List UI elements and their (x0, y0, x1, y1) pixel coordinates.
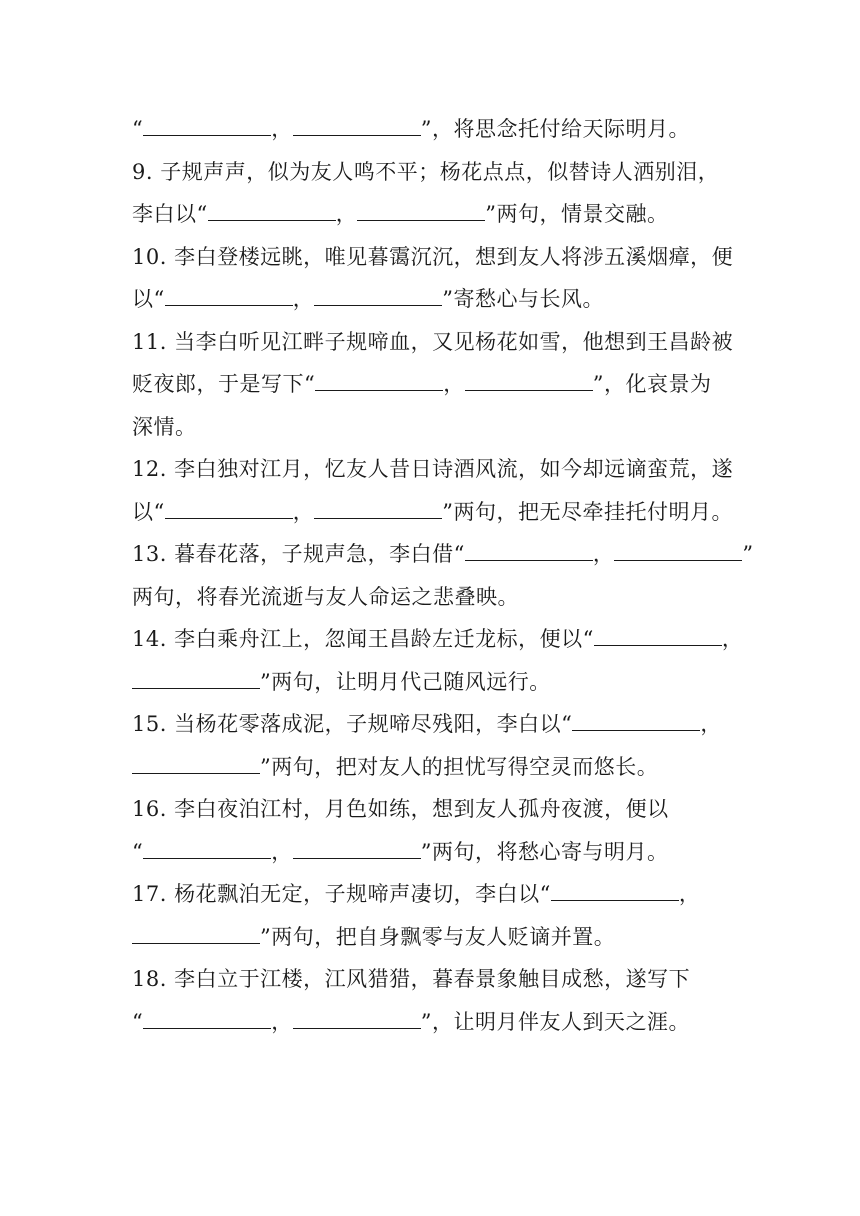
fill-blank (314, 499, 442, 519)
line-suffix: ”两句，把无尽牵挂托付明月。 (442, 499, 733, 524)
line-prefix: 以“ (132, 287, 165, 311)
document-page (132, 108, 754, 1043)
fill-blank (165, 499, 293, 519)
line-prefix: 14. 李白乘舟江上，忽闻王昌龄左迁龙标，便以“ (132, 627, 594, 651)
text-line (132, 661, 732, 704)
line-prefix: “ (132, 1009, 144, 1034)
question-text: 12. 李白独对江月，忆友人昔日诗酒风流，如今却远谪蛮荒，遂 (132, 457, 734, 481)
fill-blank (465, 541, 593, 561)
question-text: 18. 李白立于江楼，江风猎猎，暮春景象触目成愁，遂写下 (132, 967, 691, 991)
text-line (132, 1001, 732, 1044)
line-prefix: 15. 当杨花零落成泥，子规啼尽残阳，李白以“ (132, 712, 573, 736)
line-suffix: ”两句，让明月代己随风远行。 (260, 669, 551, 694)
text-line (132, 236, 732, 279)
text-line (132, 788, 732, 831)
question-text: 16. 李白夜泊江村，月色如练，想到友人孤舟夜渡，便以 (132, 797, 669, 821)
line-separator: ， (443, 372, 465, 396)
fill-blank (143, 1009, 271, 1029)
line-separator: ， (271, 117, 293, 141)
line-prefix: “ (132, 117, 144, 141)
line-separator: ， (292, 287, 315, 311)
line-separator: ， (292, 499, 315, 524)
fill-blank (465, 371, 593, 391)
line-prefix: 李白以“ (132, 202, 208, 226)
fill-blank (572, 711, 700, 731)
text-line (132, 321, 732, 364)
line-suffix: ”两句，情景交融。 (485, 202, 669, 226)
text-line (132, 703, 732, 746)
text-line (132, 108, 732, 151)
fill-blank (293, 116, 421, 136)
line-suffix: ” (742, 542, 754, 566)
line-suffix: ， (700, 712, 722, 736)
text-line (132, 448, 732, 491)
fill-blank (208, 201, 336, 221)
fill-blank (143, 116, 271, 136)
line-suffix: ， (678, 882, 701, 906)
line-prefix: 贬夜郎，于是写下“ (132, 372, 316, 396)
line-prefix: 17. 杨花飘泊无定，子规啼声凄切，李白以“ (132, 882, 551, 906)
text-line (132, 278, 732, 321)
text-line (132, 533, 754, 576)
line-suffix: ”，让明月伴友人到天之涯。 (420, 1009, 690, 1034)
fill-blank (132, 754, 260, 774)
fill-blank (357, 201, 485, 221)
text-line (132, 831, 732, 874)
text-line (132, 916, 732, 959)
question-text: 深情。 (132, 414, 197, 439)
fill-blank (315, 371, 443, 391)
line-separator: ， (592, 542, 615, 566)
fill-blank (314, 286, 442, 306)
line-suffix: ”，将思念托付给天际明月。 (420, 117, 690, 141)
text-line (132, 151, 732, 194)
fill-blank (293, 839, 421, 859)
text-line (132, 873, 732, 916)
fill-blank (614, 541, 742, 561)
question-text: 两句，将春光流逝与友人命运之悲叠映。 (132, 584, 519, 609)
line-separator: ， (271, 1009, 293, 1034)
text-line (132, 746, 732, 789)
line-suffix: ， (721, 627, 744, 651)
line-prefix: 13. 暮春花落，子规声急，李白借“ (132, 542, 465, 566)
text-line (132, 363, 732, 406)
line-prefix: 以“ (132, 499, 165, 524)
line-suffix: ”两句，把对友人的担忧写得空灵而悠长。 (260, 754, 659, 779)
fill-blank (143, 839, 271, 859)
fill-blank (165, 286, 293, 306)
text-line (132, 618, 744, 661)
text-line (132, 193, 732, 236)
text-line (132, 958, 732, 1001)
line-suffix: ”两句，将愁心寄与明月。 (420, 839, 669, 864)
fill-blank (293, 1009, 421, 1029)
fill-blank (594, 626, 722, 646)
line-suffix: ”寄愁心与长风。 (442, 287, 604, 311)
line-prefix: “ (132, 839, 144, 864)
text-line (132, 406, 732, 449)
fill-blank (551, 881, 679, 901)
line-suffix: ”两句，把自身飘零与友人贬谪并置。 (260, 924, 616, 949)
fill-blank (132, 669, 260, 689)
text-line (132, 576, 732, 619)
text-line (132, 491, 732, 534)
question-text: 10. 李白登楼远眺，唯见暮霭沉沉，想到友人将涉五溪烟瘴，便 (132, 244, 734, 269)
question-text: 9. 子规声声，似为友人鸣不平；杨花点点，似替诗人洒别泪， (132, 159, 720, 184)
question-text: 11. 当李白听见江畔子规啼血，又见杨花如雪，他想到王昌龄被 (132, 329, 734, 354)
fill-blank (132, 924, 260, 944)
line-suffix: ”，化哀景为 (592, 372, 712, 396)
line-separator: ， (271, 839, 293, 864)
line-separator: ， (335, 202, 358, 226)
